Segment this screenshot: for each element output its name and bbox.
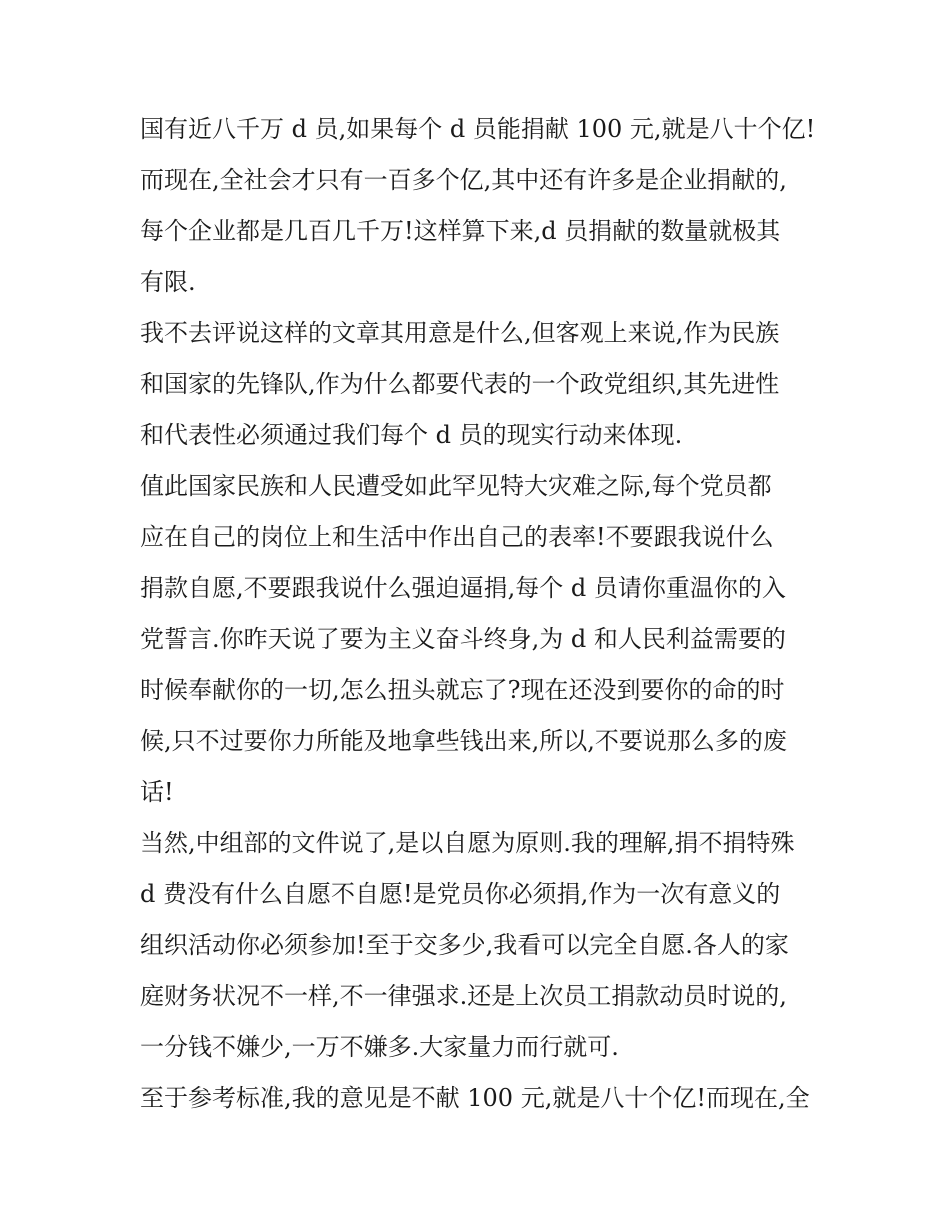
text-line-15: 当然,中组部的文件说了,是以自愿为原则.我的理解,捐不捐特殊	[140, 829, 795, 857]
text-line-18: 庭财务状况不一样,不一律强求.还是上次员工捐款动员时说的,	[140, 982, 787, 1010]
text-line-20: 至于参考标准,我的意见是不献 100 元,就是八十个亿!而现在,全	[140, 1084, 810, 1112]
text-line-13: 候,只不过要你力所能及地拿些钱出来,所以,不要说那么多的废	[140, 727, 787, 755]
text-line-14: 话!	[140, 778, 174, 806]
text-line-2: 而现在,全社会才只有一百多个亿,其中还有许多是企业捐献的,	[140, 166, 787, 194]
document-body	[140, 104, 820, 1124]
text-line-9: 应在自己的岗位上和生活中作出自己的表率!不要跟我说什么	[140, 523, 774, 551]
text-line-16: d 费没有什么自愿不自愿!是党员你必须捐,作为一次有意义的	[140, 880, 781, 908]
text-line-5: 我不去评说这样的文章其用意是什么,但客观上来说,作为民族	[140, 319, 780, 347]
text-line-6: 和国家的先锋队,作为什么都要代表的一个政党组织,其先进性	[140, 370, 780, 398]
text-line-19: 一分钱不嫌少,一万不嫌多.大家量力而行就可.	[140, 1033, 619, 1061]
text-line-12: 时候奉献你的一切,怎么扭头就忘了?现在还没到要你的命的时	[140, 676, 785, 704]
text-line-11: 党誓言.你昨天说了要为主义奋斗终身,为 d 和人民利益需要的	[140, 625, 786, 653]
text-line-8: 值此国家民族和人民遭受如此罕见特大灾难之际,每个党员都	[140, 472, 772, 500]
text-line-3: 每个企业都是几百几千万!这样算下来,d 员捐献的数量就极其	[140, 217, 781, 245]
text-line-1: 国有近八千万 d 员,如果每个 d 员能捐献 100 元,就是八十个亿!	[140, 115, 816, 143]
text-line-4: 有限.	[140, 268, 196, 296]
text-line-17: 组织活动你必须参加!至于交多少,我看可以完全自愿.各人的家	[140, 931, 789, 959]
text-line-7: 和代表性必须通过我们每个 d 员的现实行动来体现.	[140, 421, 683, 449]
text-line-10: 捐款自愿,不要跟我说什么强迫逼捐,每个 d 员请你重温你的入	[140, 574, 786, 602]
